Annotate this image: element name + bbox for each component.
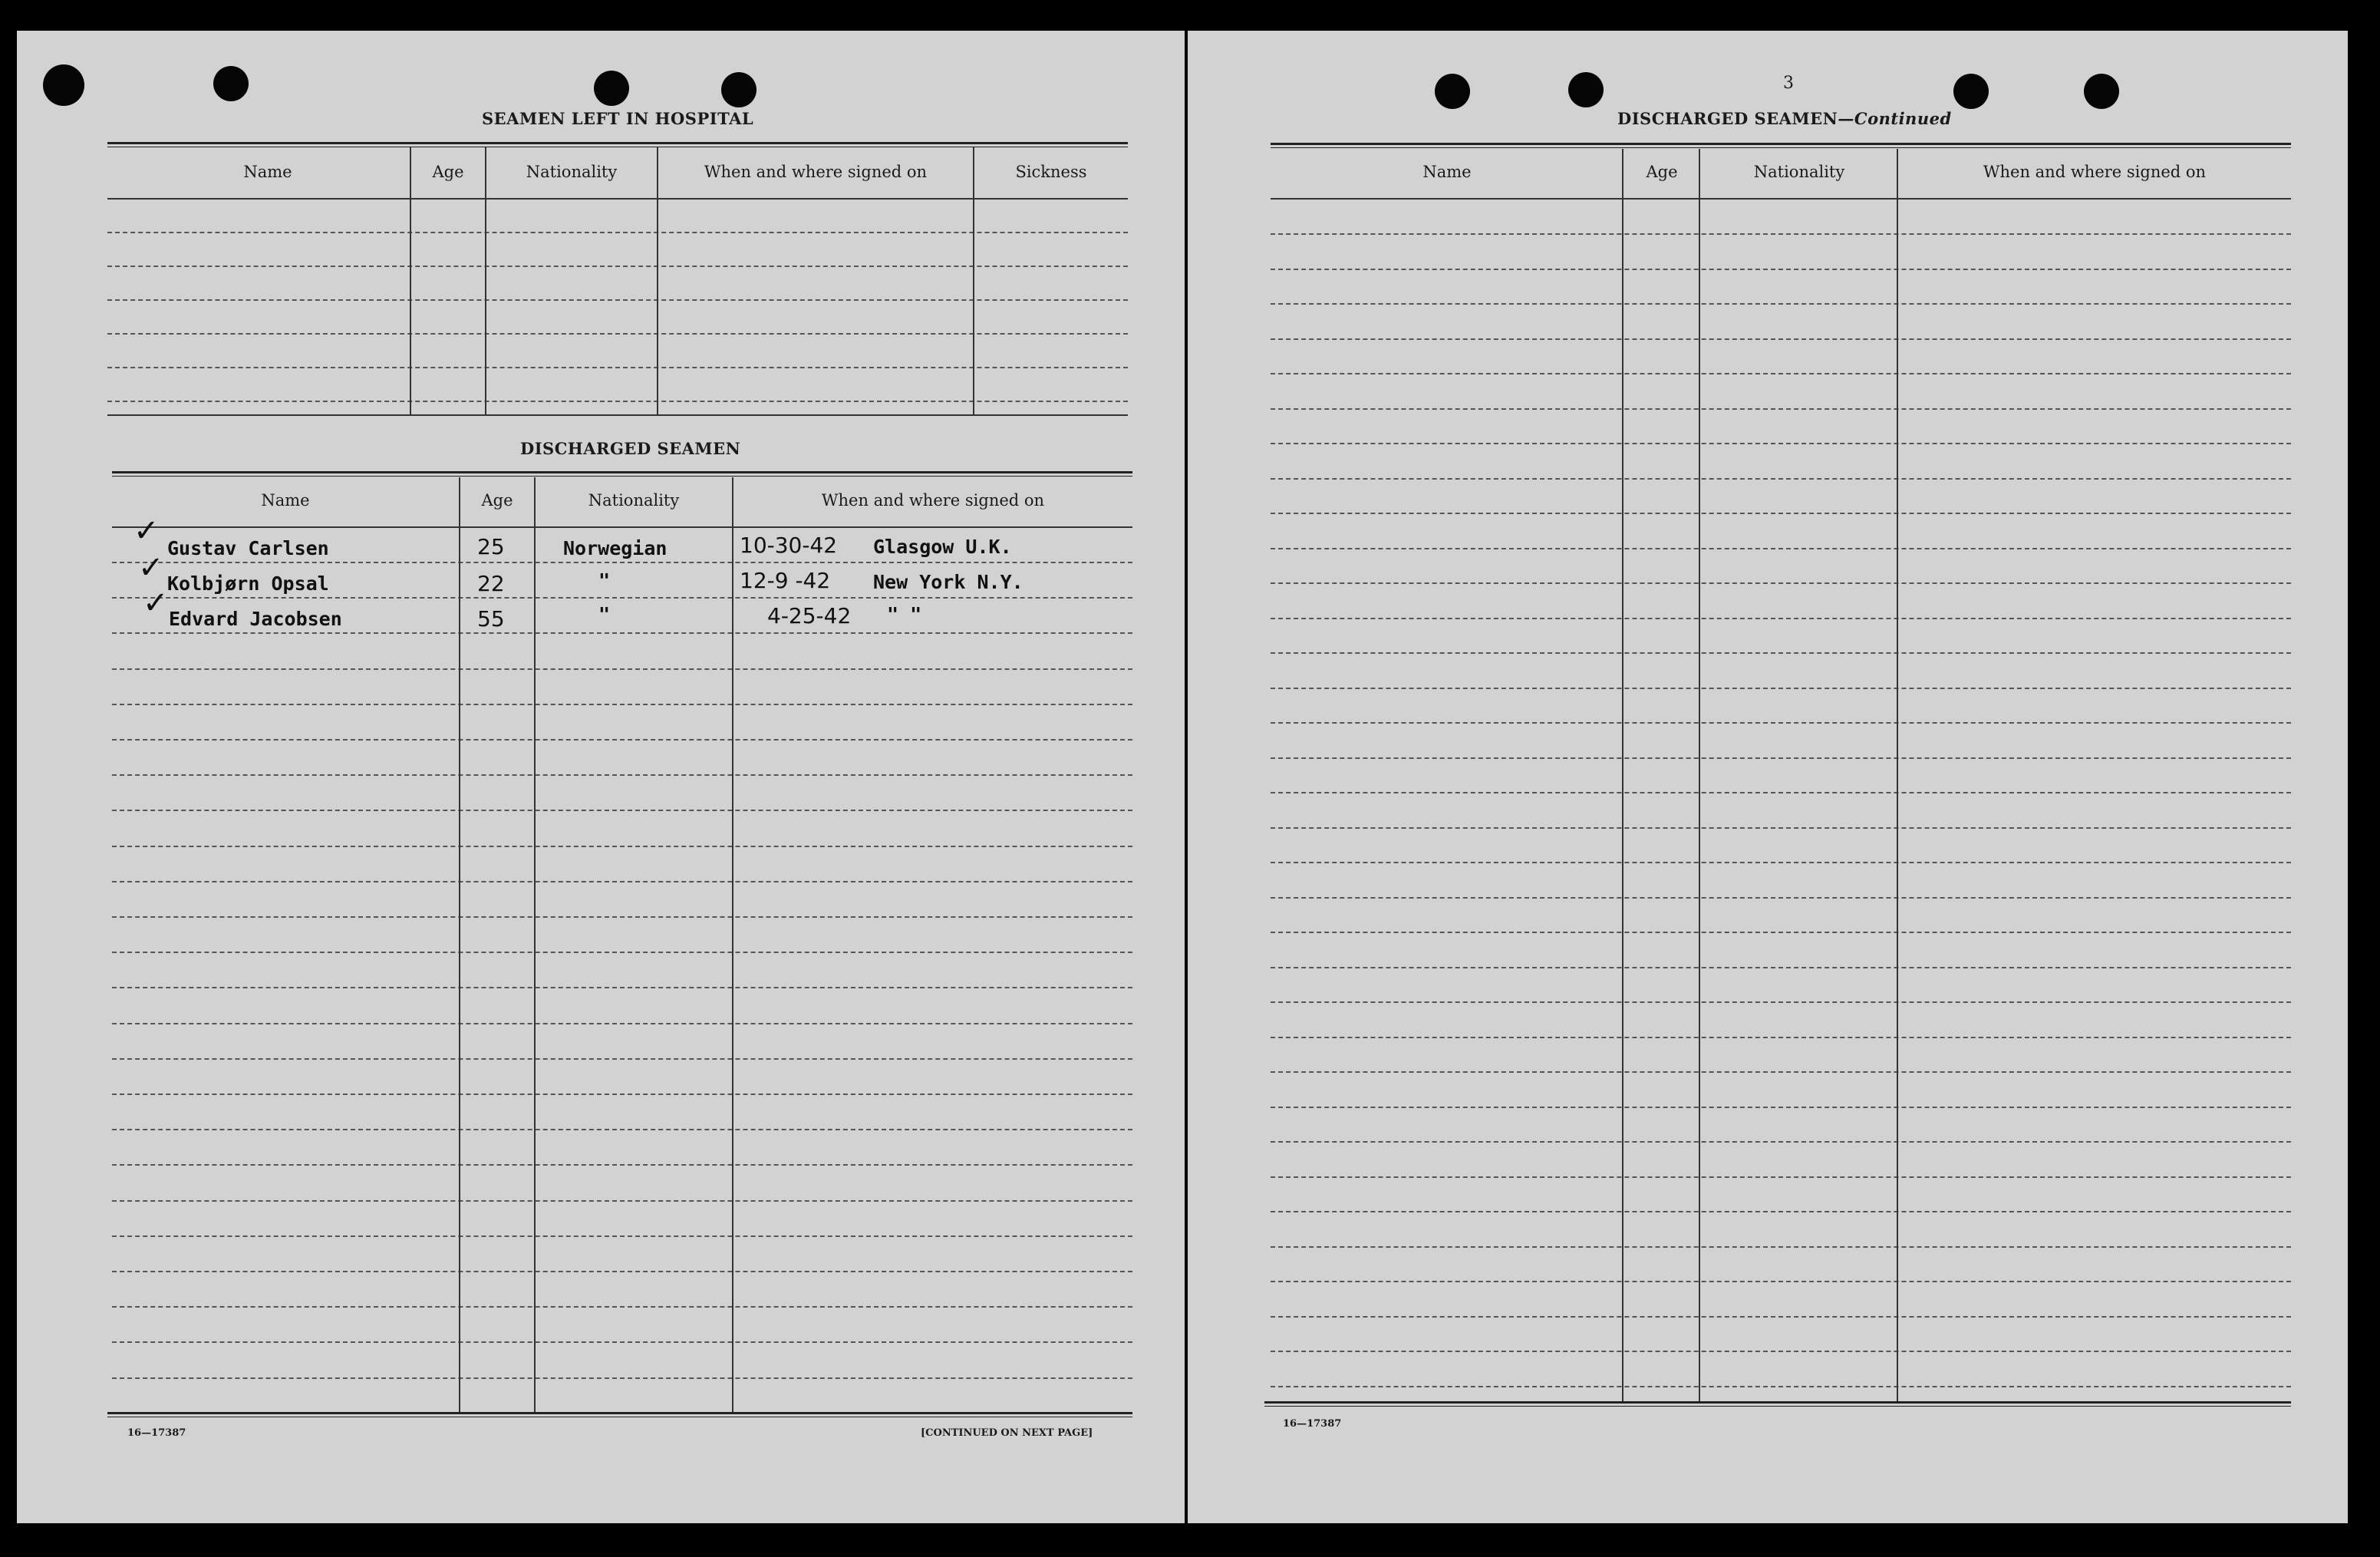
ruled-line: [1271, 338, 2291, 340]
ruled-line: [1271, 233, 2291, 235]
page-number: 3: [1783, 74, 1794, 93]
right-col-age: Age: [1646, 163, 1678, 181]
right-col-when-where: When and where signed on: [1983, 163, 2207, 181]
ruled-line: [1271, 1037, 2291, 1038]
ruled-line: [112, 881, 1132, 882]
ruled-line: [1271, 443, 2291, 444]
right-bottom-rule: [1264, 1401, 2291, 1407]
ruled-line: [112, 1200, 1132, 1202]
ruled-line: [1271, 757, 2291, 759]
ruled-line: [1271, 967, 2291, 968]
hospital-col-age: Age: [432, 163, 464, 181]
ruled-line: [112, 668, 1132, 670]
left-page: [17, 31, 1185, 1523]
right-top-rule: [1271, 143, 2291, 148]
ruled-line: [1271, 897, 2291, 899]
discharged-bottom-rule: [107, 1412, 1132, 1417]
hospital-col-sickness: Sickness: [1015, 163, 1087, 181]
discharged-col-when-where: When and where signed on: [821, 491, 1045, 510]
check-mark: ✓: [138, 550, 164, 586]
ruled-line: [112, 1094, 1132, 1095]
right-divider: [1622, 149, 1623, 1401]
discharged-divider: [534, 477, 536, 1412]
ruled-line: [1271, 582, 2291, 584]
seaman-nationality: ": [598, 603, 611, 625]
hospital-top-rule: [107, 142, 1128, 147]
right-header-rule: [1271, 198, 2291, 200]
signed-on-place: " ": [887, 603, 922, 625]
ruled-line: [1271, 1246, 2291, 1248]
seaman-name: Kolbjørn Opsal: [167, 572, 329, 595]
punch-hole: [594, 71, 629, 106]
discharged-continued-title: [1617, 109, 1952, 128]
ruled-line: [1271, 722, 2291, 724]
hospital-col-nationality: Nationality: [526, 163, 618, 181]
hospital-divider: [973, 147, 974, 416]
right-divider: [1897, 149, 1898, 1401]
continued-note: [CONTINUED ON NEXT PAGE]: [921, 1427, 1093, 1439]
discharged-col-nationality: Nationality: [588, 491, 680, 510]
ruled-line: [112, 810, 1132, 811]
ruled-line: [1271, 688, 2291, 689]
ruled-line: [112, 846, 1132, 847]
ruled-line: [1271, 1107, 2291, 1108]
ruled-line: [112, 704, 1132, 705]
ruled-line: [1271, 478, 2291, 480]
seaman-nationality: Norwegian: [563, 537, 668, 559]
ruled-line: [1271, 862, 2291, 863]
ruled-line: [112, 1341, 1132, 1343]
ruled-line: [1271, 1281, 2291, 1282]
seaman-age: 25: [477, 534, 505, 559]
ruled-line: [107, 232, 1128, 233]
ruled-line: [1271, 652, 2291, 654]
ruled-line: [1271, 408, 2291, 410]
ruled-line: [107, 367, 1128, 368]
check-mark: ✓: [143, 586, 169, 621]
discharged-divider: [459, 477, 460, 1412]
ruled-line: [112, 1235, 1132, 1237]
ruled-line: [112, 1129, 1132, 1130]
seaman-age: 22: [477, 571, 505, 596]
signed-on-date: 12-9 -42: [740, 568, 831, 593]
ruled-line: [112, 916, 1132, 918]
signed-on-place: New York N.Y.: [873, 571, 1024, 593]
ruled-line: [1271, 1211, 2291, 1212]
ruled-line: [1271, 1176, 2291, 1178]
ruled-line: [112, 1377, 1132, 1379]
discharged-title-continued: —Continued: [1838, 109, 1952, 128]
ruled-line: [112, 1023, 1132, 1024]
ruled-line: [1271, 827, 2291, 829]
ruled-line: [112, 632, 1132, 634]
punch-hole: [213, 66, 249, 101]
ruled-line: [112, 1164, 1132, 1166]
hospital-col-name: Name: [243, 163, 292, 181]
hospital-header-rule: [107, 198, 1128, 200]
ruled-line: [1271, 1141, 2291, 1143]
seaman-name: Gustav Carlsen: [167, 537, 329, 559]
ruled-line: [112, 739, 1132, 741]
discharged-col-name: Name: [261, 491, 310, 510]
seaman-nationality: ": [598, 569, 611, 592]
ruled-line: [1271, 792, 2291, 793]
form-number: 16—17387: [1283, 1418, 1342, 1430]
discharged-section-title: DISCHARGED SEAMEN: [520, 439, 741, 458]
check-mark: ✓: [134, 513, 160, 549]
signed-on-place: Glasgow U.K.: [873, 536, 1012, 558]
punch-hole: [1568, 72, 1604, 107]
discharged-header-rule: [112, 526, 1132, 528]
ruled-line: [107, 266, 1128, 267]
punch-hole: [43, 64, 84, 106]
ruled-line: [1271, 1071, 2291, 1073]
ruled-line: [107, 299, 1128, 301]
hospital-section-title: SEAMEN LEFT IN HOSPITAL: [482, 109, 754, 128]
ruled-line: [112, 597, 1132, 599]
punch-hole: [2084, 74, 2119, 109]
ruled-line: [112, 1058, 1132, 1060]
ruled-line: [112, 987, 1132, 988]
ruled-line: [1271, 618, 2291, 619]
right-divider: [1699, 149, 1700, 1401]
ruled-line: [1271, 548, 2291, 549]
hospital-divider: [485, 147, 486, 416]
punch-hole: [721, 72, 757, 107]
discharged-divider: [732, 477, 733, 1412]
discharged-title-main: DISCHARGED SEAMEN: [1617, 109, 1838, 128]
ruled-line: [107, 401, 1128, 402]
seaman-age: 55: [477, 606, 505, 632]
form-number: 16—17387: [127, 1427, 186, 1439]
ruled-line: [1271, 303, 2291, 305]
hospital-bottom-rule: [107, 414, 1128, 416]
seaman-name: Edvard Jacobsen: [169, 608, 342, 630]
ruled-line: [1271, 513, 2291, 514]
ruled-line: [112, 1306, 1132, 1308]
ruled-line: [1271, 1316, 2291, 1318]
ruled-line: [1271, 373, 2291, 374]
ruled-line: [112, 952, 1132, 953]
ruled-line: [112, 562, 1132, 563]
ruled-line: [1271, 1351, 2291, 1352]
signed-on-date: 10-30-42: [740, 533, 838, 558]
ruled-line: [107, 333, 1128, 335]
ruled-line: [112, 774, 1132, 776]
ruled-line: [1271, 1386, 2291, 1387]
discharged-col-age: Age: [481, 491, 513, 510]
hospital-col-when-where: When and where signed on: [704, 163, 928, 181]
signed-on-date: 4-25-42: [767, 603, 852, 628]
discharged-top-rule: [112, 471, 1132, 477]
ruled-line: [1271, 269, 2291, 270]
hospital-divider: [657, 147, 658, 416]
right-page: [1188, 31, 2348, 1523]
right-col-name: Name: [1422, 163, 1472, 181]
punch-hole: [1435, 74, 1470, 109]
ruled-line: [1271, 1001, 2291, 1003]
hospital-divider: [410, 147, 411, 416]
ruled-line: [112, 1271, 1132, 1272]
ruled-line: [1271, 932, 2291, 933]
right-col-nationality: Nationality: [1753, 163, 1845, 181]
punch-hole: [1953, 74, 1989, 109]
